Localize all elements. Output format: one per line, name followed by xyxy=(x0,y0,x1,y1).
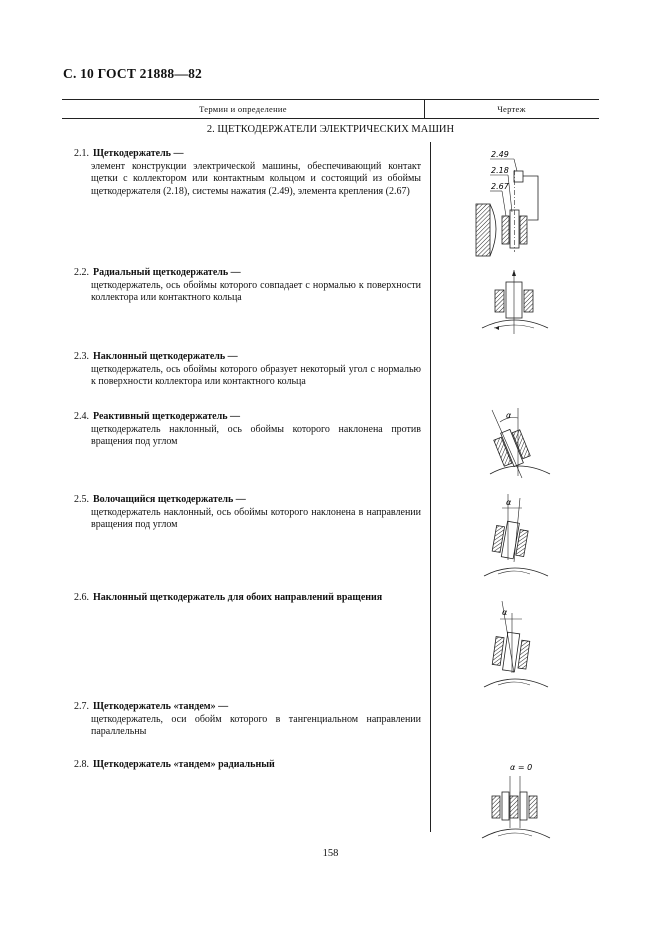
term-number: 2.3. xyxy=(74,351,89,362)
term-definition: щеткодержатель, ось обоймы которого образует некоторый угол с нормалью к поверхности коллектора или контактного кольца xyxy=(91,363,421,388)
section-title: 2. ЩЕТКОДЕРЖАТЕЛИ ЭЛЕКТРИЧЕСКИХ МАШИН xyxy=(206,124,455,135)
angle-label: α xyxy=(502,608,508,617)
column-header-term: Термин и определение xyxy=(199,104,287,114)
callout-label: 2.67 xyxy=(491,182,509,191)
term-name: Щеткодержатель — xyxy=(93,148,184,159)
term-number: 2.7. xyxy=(74,701,89,712)
term-name: Волочащийся щеткодержатель — xyxy=(93,494,246,505)
table-column-divider xyxy=(430,142,431,832)
page-header: С. 10 ГОСТ 21888—82 xyxy=(63,66,202,81)
term-entry-2-8 xyxy=(74,759,421,772)
table-top-rule xyxy=(62,99,599,100)
drawing-2-6 xyxy=(462,597,574,693)
page-number: 158 xyxy=(322,848,339,859)
drawing-2-1 xyxy=(462,148,574,260)
term-number: 2.5. xyxy=(74,494,89,505)
term-definition: щеткодержатель наклонный, ось обоймы которого наклонена в направлении вращения под углом xyxy=(91,506,421,531)
term-number: 2.8. xyxy=(74,759,89,770)
term-definition: щеткодержатель, ось обоймы которого совпадает с нормалью к поверхности коллектора или контактного кольца xyxy=(91,279,421,304)
term-number: 2.4. xyxy=(74,411,89,422)
term-name: Щеткодержатель «тандем» — xyxy=(93,701,229,712)
term-definition: щеткодержатель, оси обойм которого в тангенциальном направлении параллельны xyxy=(91,713,421,738)
column-header-drawing: Чертеж xyxy=(497,104,526,114)
term-definition: щеткодержатель наклонный, ось обоймы которого наклонена против вращения под углом xyxy=(91,423,421,448)
term-number: 2.6. xyxy=(74,592,89,603)
term-entry-2-3 xyxy=(74,351,421,389)
term-entry-2-5 xyxy=(74,494,421,532)
term-name: Реактивный щеткодержатель — xyxy=(93,411,241,422)
drawing-2-5 xyxy=(462,490,574,582)
term-entry-2-1 xyxy=(74,148,421,198)
term-entry-2-2 xyxy=(74,267,421,305)
callout-label: 2.49 xyxy=(491,150,509,159)
drawing-2-8 xyxy=(462,758,574,844)
term-name: Наклонный щеткодержатель для обоих направлений вращения xyxy=(93,592,383,603)
term-name: Наклонный щеткодержатель — xyxy=(93,351,238,362)
term-entry-2-7 xyxy=(74,701,421,739)
angle-label: α xyxy=(506,411,512,420)
term-number: 2.2. xyxy=(74,267,89,278)
term-number: 2.1. xyxy=(74,148,89,159)
table-header-rule xyxy=(62,118,599,119)
drawing-2-2 xyxy=(462,268,574,340)
term-entry-2-4 xyxy=(74,411,421,449)
term-name: Радиальный щеткодержатель — xyxy=(93,267,241,278)
term-definition: элемент конструкции электрической машины, обеспечивающий контакт щетки с коллектором или контактным кольцом и состоящий из обоймы щеткодержателя (2.18), системы нажатия (2.49), элемента крепления (2.67) xyxy=(91,160,421,197)
angle-label: α xyxy=(506,498,512,507)
callout-label: 2.18 xyxy=(491,166,509,175)
term-name: Щеткодержатель «тандем» радиальный xyxy=(93,759,275,770)
drawing-2-4 xyxy=(462,404,574,484)
term-entry-2-6 xyxy=(74,592,421,605)
angle-label: α = 0 xyxy=(510,763,533,772)
